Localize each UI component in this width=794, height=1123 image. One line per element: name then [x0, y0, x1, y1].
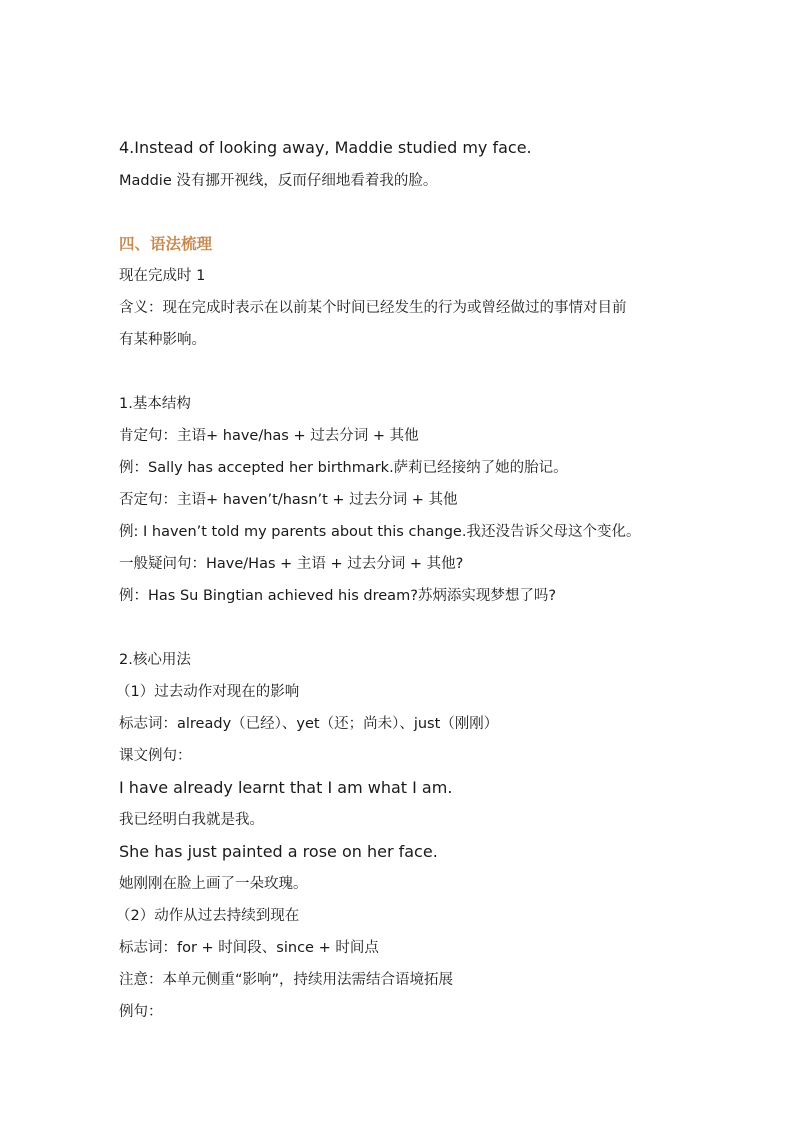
- textbook-example-1-translation: 我已经明白我就是我。: [119, 812, 264, 828]
- question-structure: 一般疑问句：Have/Has + 主语 + 过去分词 + 其他?: [119, 556, 464, 572]
- question-example: 例：Has Su Bingtian achieved his dream?苏炳添实现梦想了吗?: [119, 588, 557, 604]
- textbook-example-1-english: I have already learnt that I am what I am.: [119, 778, 453, 797]
- examples-label: 例句：: [119, 1004, 163, 1020]
- section-heading-grammar: 四、语法梳理: [119, 235, 213, 253]
- negative-structure: 否定句：主语+ haven’t/hasn’t + 过去分词 + 其他: [119, 492, 458, 508]
- subheading-core-usage: 2.核心用法: [119, 652, 191, 668]
- definition-line-1: 含义：现在完成时表示在以前某个时间已经发生的行为或曾经做过的事情对目前: [119, 300, 627, 316]
- usage-1-signal-words: 标志词：already（已经）、yet（还；尚未）、just（刚刚）: [119, 716, 499, 732]
- definition-line-2: 有某种影响。: [119, 332, 206, 348]
- grammar-topic-title: 现在完成时 1: [119, 268, 206, 284]
- usage-note: 注意：本单元侧重“影响”，持续用法需结合语境拓展: [119, 972, 454, 988]
- affirmative-structure: 肯定句：主语+ have/has + 过去分词 + 其他: [119, 428, 419, 444]
- textbook-example-2-english: She has just painted a rose on her face.: [119, 842, 438, 861]
- negative-example: 例: I haven’t told my parents about this change.我还没告诉父母这个变化。: [119, 524, 641, 540]
- textbook-example-2-translation: 她刚刚在脸上画了一朵玫瑰。: [119, 876, 308, 892]
- textbook-examples-label: 课文例句：: [119, 748, 192, 764]
- affirmative-example: 例：Sally has accepted her birthmark.萨莉已经接纳了她的胎记。: [119, 460, 568, 476]
- usage-1-title: （1）过去动作对现在的影响: [116, 684, 300, 700]
- usage-2-title: （2）动作从过去持续到现在: [116, 908, 300, 924]
- example-sentence-4-english: 4.Instead of looking away, Maddie studied my face.: [119, 138, 532, 157]
- usage-2-signal-words: 标志词：for + 时间段、since + 时间点: [119, 940, 379, 956]
- subheading-basic-structure: 1.基本结构: [119, 396, 191, 412]
- example-sentence-4-translation: Maddie 没有挪开视线，反而仔细地看着我的脸。: [119, 173, 438, 189]
